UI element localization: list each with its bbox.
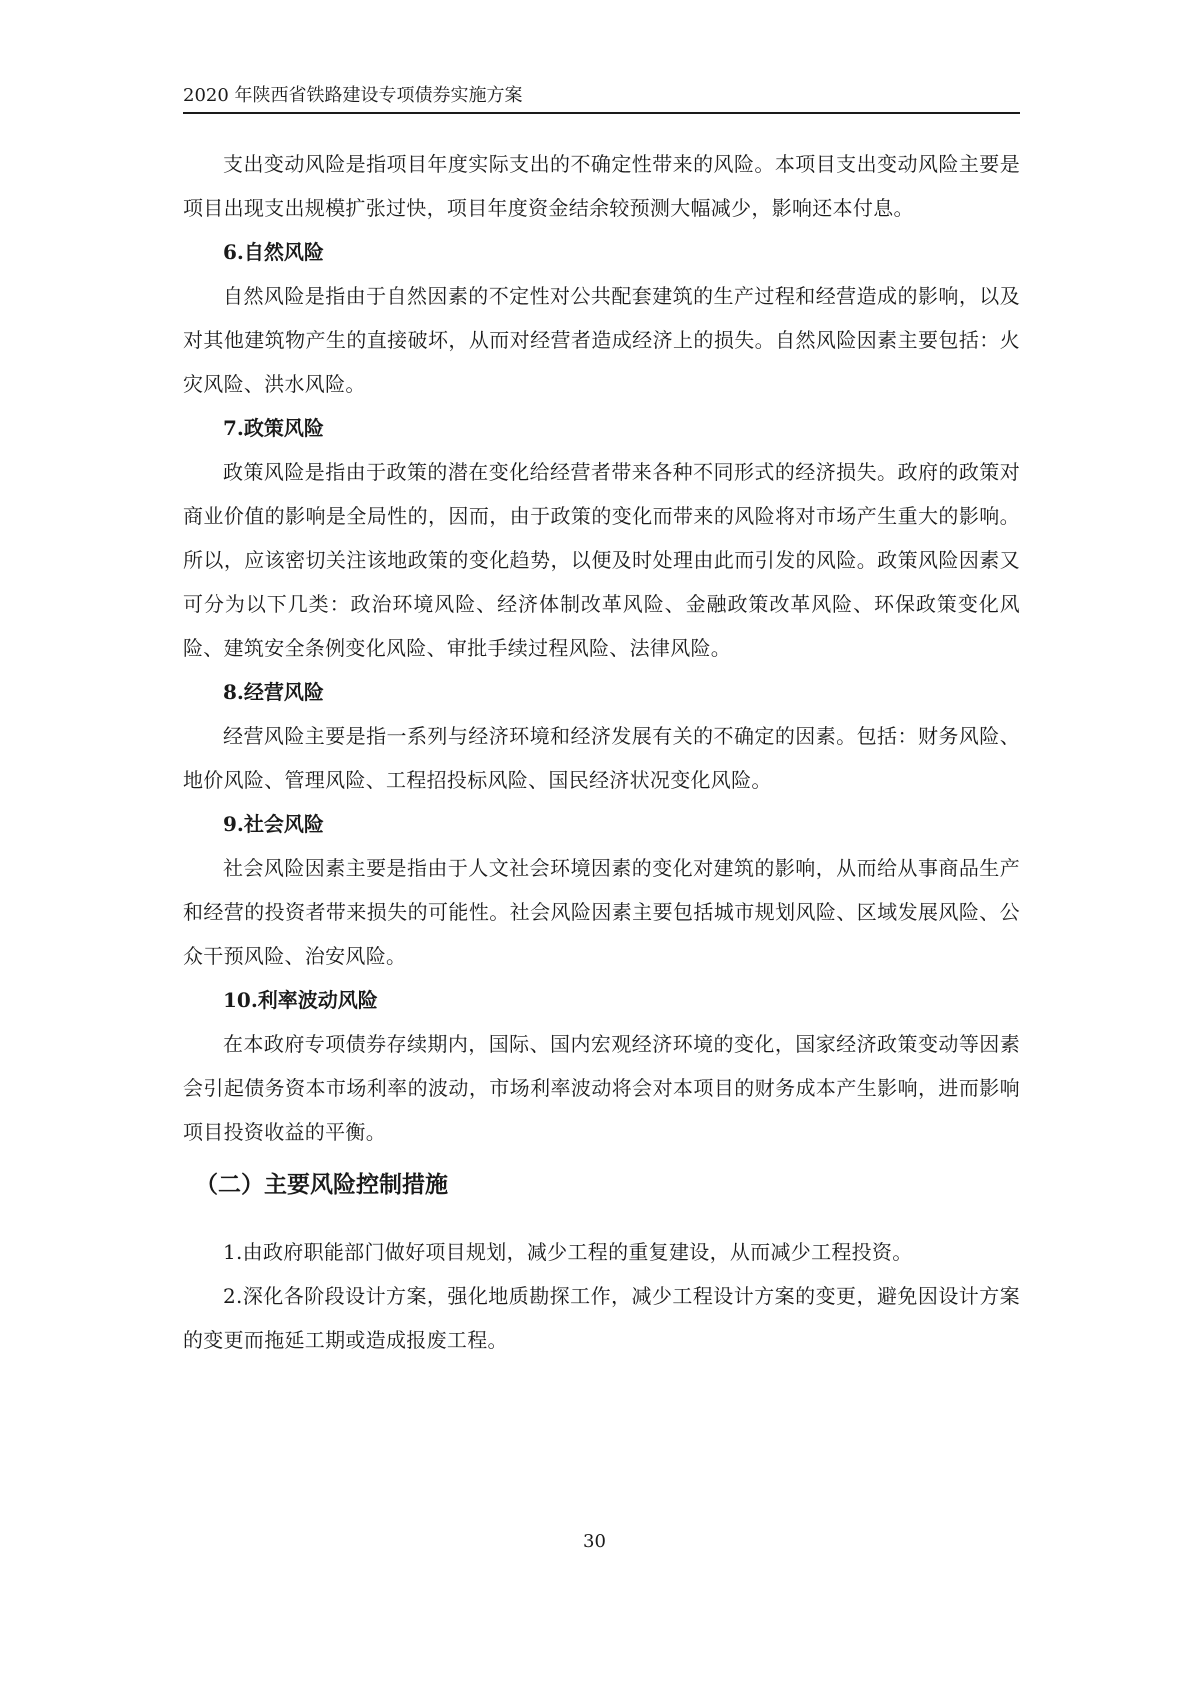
paragraph-expense-risk: 支出变动风险是指项目年度实际支出的不确定性带来的风险。本项目支出变动风险主要是项目出现支出规模扩张过快，项目年度资金结余较预测大幅减少，影响还本付息。 [183,152,1020,220]
paragraph-operation-risk: 经营风险主要是指一系列与经济环境和经济发展有关的不确定的因素。包括：财务风险、地价风险、管理风险、工程招投标风险、国民经济状况变化风险。 [183,724,1020,792]
heading-operation-risk: 8.经营风险 [223,680,324,704]
paragraph-social-risk: 社会风险因素主要是指由于人文社会环境因素的变化对建筑的影响，从而给从事商品生产和经营的投资者带来损失的可能性。社会风险因素主要包括城市规划风险、区域发展风险、公众干预风险、治安风险。 [183,856,1020,968]
measure-item-2: 2.深化各阶段设计方案，强化地质勘探工作，减少工程设计方案的变更，避免因设计方案的变更而拖延工期或造成报废工程。 [183,1284,1020,1352]
paragraph-natural-risk: 自然风险是指由于自然因素的不定性对公共配套建筑的生产过程和经营造成的影响，以及对其他建筑物产生的直接破坏，从而对经营者造成经济上的损失。自然风险因素主要包括：火灾风险、洪水风险。 [183,284,1020,396]
heading-interest-rate-risk: 10.利率波动风险 [223,988,378,1012]
heading-policy-risk: 7.政策风险 [223,416,324,440]
page-header [183,84,1020,114]
document-body [183,142,1020,1362]
measure-item-1: 1.由政府职能部门做好项目规划，减少工程的重复建设，从而减少工程投资。 [223,1240,913,1264]
paragraph-policy-risk: 政策风险是指由于政策的潜在变化给经营者带来各种不同形式的经济损失。政府的政策对商业价值的影响是全局性的，因而，由于政策的变化而带来的风险将对市场产生重大的影响。所以，应该密切关注该地政策的变化趋势，以便及时处理由此而引发的风险。政策风险因素又可分为以下几类：政治环境风险、经济体制改革风险、金融政策改革风险、环保政策变化风险、建筑安全条例变化风险、审批手续过程风险、法律风险。 [183,460,1020,660]
heading-natural-risk: 6.自然风险 [223,240,324,264]
section-title-risk-control: （二）主要风险控制措施 [195,1171,448,1198]
header-title: 2020 年陕西省铁路建设专项债券实施方案 [183,85,523,106]
paragraph-interest-rate-risk: 在本政府专项债券存续期内，国际、国内宏观经济环境的变化，国家经济政策变动等因素会引起债务资本市场利率的波动，市场利率波动将会对本项目的财务成本产生影响，进而影响项目投资收益的平衡。 [183,1032,1020,1144]
heading-social-risk: 9.社会风险 [223,812,324,836]
page-number: 30 [583,1531,606,1552]
